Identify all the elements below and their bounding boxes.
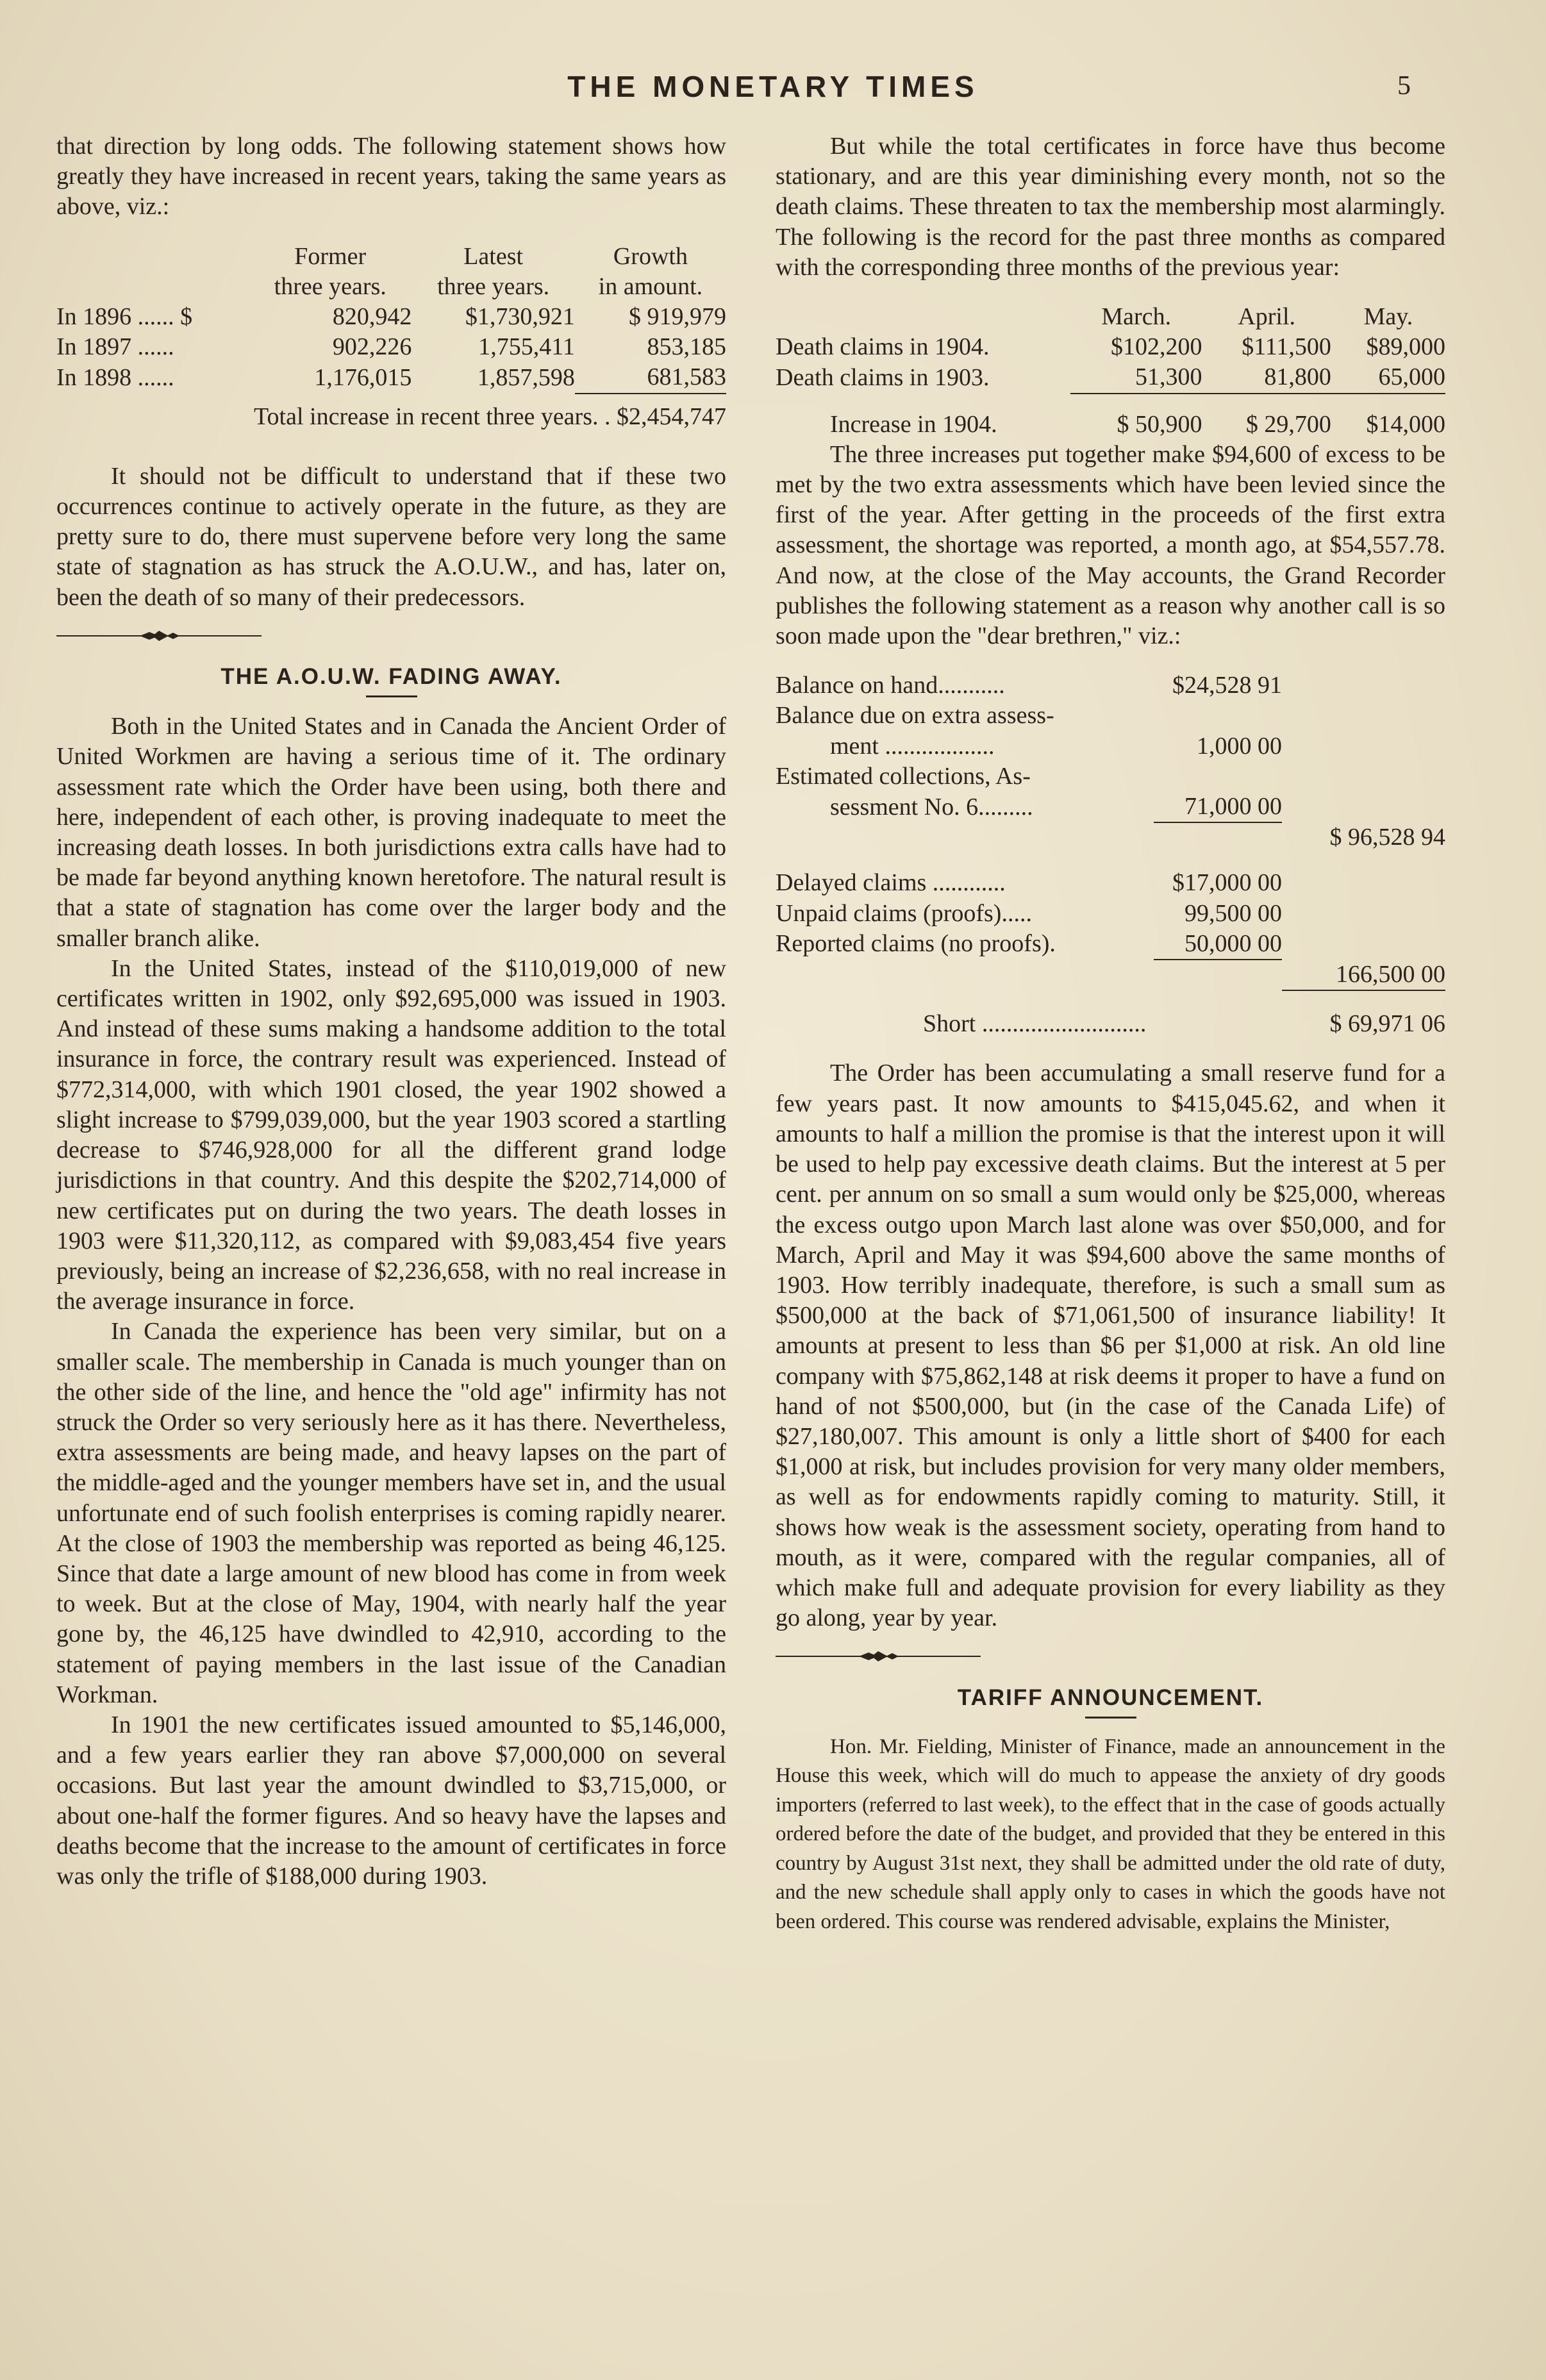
- table-cell: $89,000: [1366, 333, 1445, 361]
- row-label: In 1898 ......: [56, 363, 174, 391]
- section-title: TARIFF ANNOUNCEMENT.: [957, 1685, 1264, 1710]
- table-cell: 65,000: [1331, 362, 1445, 393]
- table-row: [56, 362, 726, 393]
- statement-value: 50,000 00: [1184, 929, 1282, 957]
- table-cell: $ 29,700: [1245, 410, 1331, 438]
- statement-value: $24,528 91: [1172, 672, 1282, 699]
- statement-label: Unpaid claims (proofs).....: [776, 899, 1032, 927]
- claims-table: [776, 302, 1445, 440]
- table-row: [776, 362, 1445, 393]
- statement-subtotal-row: [776, 960, 1445, 990]
- statement-row: [776, 929, 1445, 960]
- table-cell: 81,800: [1202, 362, 1331, 393]
- statement-label: Balance on hand...........: [776, 672, 1005, 699]
- statement-row: [776, 792, 1445, 822]
- body-paragraph: The three increases put together make $94,600 of excess to be met by the two extra assessments which have been levied since the first of the year. After getting in the proceeds of the first extra assessment, the shortage was reported, a month ago, at $54,557.78. And now, at the close of the May accounts, the Grand Recorder publishes the following statement as a reason why another call is so soon made upon the "dear brethren," viz.:: [776, 440, 1445, 650]
- row-label: In 1896 ...... $: [56, 303, 193, 331]
- table-cell: $14,000: [1366, 410, 1445, 438]
- table-cell: 902,226: [332, 333, 412, 361]
- column-header: Former: [294, 242, 367, 270]
- statement-row: [776, 670, 1445, 701]
- column-header: April.: [1238, 303, 1296, 331]
- recap-statement: [776, 670, 1445, 1039]
- row-label: In 1897 ......: [56, 333, 174, 361]
- publication-title: THE MONETARY TIMES: [567, 70, 979, 103]
- statement-row: [776, 761, 1445, 792]
- table-row: [56, 332, 726, 362]
- body-paragraph: It should not be difficult to understand that if these two occurrences continue to actively operate in the future, as they are pretty sure to do, there must supervene before very long the same state of stagnation as has struck the A.O.U.W., and has, later on, been the death of so many of their predecessors.: [56, 462, 726, 611]
- table-cell: 853,185: [647, 333, 726, 361]
- row-label: Death claims in 1903.: [776, 363, 990, 391]
- statement-value: 71,000 00: [1184, 793, 1282, 820]
- statement-label: Reported claims (no proofs).: [776, 930, 1056, 958]
- subtotal-value: $ 96,528 94: [1329, 824, 1445, 851]
- statement-label: Estimated collections, As-: [776, 762, 1031, 790]
- statement-value: $17,000 00: [1172, 869, 1282, 897]
- column-header: in amount.: [598, 272, 703, 300]
- masthead: [0, 69, 1546, 108]
- statement-row: [776, 899, 1445, 929]
- column-header: three years.: [274, 272, 386, 300]
- claims-table-header-row: [776, 302, 1445, 332]
- table-row: [776, 332, 1445, 362]
- tariff-paragraph: Hon. Mr. Fielding, Minister of Finance, made an announcement in the House this week, which will do much to appease the anxiety of dry goods importers (referred to last week), to the effect that in the case of goods actually ordered before the date of the budget, and provided that they be entered in this country by August 31st next, they shall be admitted under the old rate of duty, and the new schedule shall apply only to cases in which the goods have not been ordered. This course was rendered advisable, explains the Minister,: [776, 1735, 1445, 1933]
- right-column: [776, 131, 1445, 1936]
- table-cell: $111,500: [1242, 333, 1331, 361]
- table-cell: 1,755,411: [478, 333, 575, 361]
- column-header: Latest: [463, 242, 524, 270]
- column-header: Growth: [613, 242, 688, 270]
- table-row: [56, 302, 726, 332]
- column-header: May.: [1363, 303, 1413, 331]
- intro-paragraph: that direction by long odds. The following statement shows how greatly they have increased in recent years, taking the same years as above, viz.:: [56, 133, 726, 221]
- table-cell: 681,583: [575, 362, 726, 393]
- statement-row: [776, 868, 1445, 898]
- ornament-divider: [56, 629, 262, 642]
- section-title: THE A.O.U.W. FADING AWAY.: [220, 664, 562, 690]
- statement-label: Balance due on extra assess-: [776, 702, 1054, 729]
- statement-label: sessment No. 6.........: [830, 793, 1033, 820]
- statement-subtotal-row: [776, 822, 1445, 853]
- statement-label: ment ..................: [830, 732, 995, 760]
- column-header: March.: [1101, 303, 1172, 331]
- table-cell: 1,857,598: [477, 363, 575, 391]
- body-paragraph: Both in the United States and in Canada the Ancient Order of United Workmen are having a serious time of it. The ordinary assessment rate which the Order have been using, both there and here, independent of each other, is proving inadequate to meet the increasing death losses. In both jurisdictions extra calls have had to be made far beyond anything known heretofore. The natural result is that a state of stagnation has come over the larger body and the smaller branch alike.: [56, 713, 726, 952]
- statement-row: [776, 701, 1445, 731]
- table-cell: $102,200: [1110, 333, 1202, 361]
- table-cell: $1,730,921: [465, 303, 575, 331]
- total-value: $2,454,747: [617, 403, 726, 430]
- total-label: Total increase in recent three years. .: [254, 403, 611, 430]
- growth-table-header-row: [56, 242, 726, 272]
- body-paragraph: In Canada the experience has been very similar, but on a smaller scale. The membership in Canada is much younger than on the other side of the line, and hence the "old age" infirmity has not struck the Order so very seriously here as it has there. Nevertheless, extra assessments are being made, and heavy lapses on the part of the middle-aged and the younger members have set in, and the usual unfortunate end of such foolish enterprises is coming rapidly nearer. At the close of 1903 the membership was reported as being 46,125. Since that date a large amount of new blood has come in from week to week. But at the close of May, 1904, with nearly half the year gone by, the 46,125 have dwindled to 42,910, according to the statement of paying members in the last issue of the Canadian Workman.: [56, 1318, 726, 1708]
- table-cell: 51,300: [1070, 362, 1202, 393]
- short-label: Short ...........................: [923, 1010, 1147, 1038]
- table-cell: 820,942: [332, 303, 412, 331]
- table-cell: $ 919,979: [629, 303, 726, 331]
- short-value: $ 69,971 06: [1329, 1010, 1445, 1038]
- increase-row: [776, 410, 1445, 440]
- statement-row: [776, 731, 1445, 761]
- body-paragraph: The Order has been accumulating a small reserve fund for a few years past. It now amounts to $415,045.62, and when it amounts to half a million the promise is that the interest upon it will be used to help pay excessive death claims. But the interest at 5 per cent. per annum on so small a sum would only be $25,000, whereas the excess outgo upon March last alone was over $50,000, and for March, April and May it was $94,600 above the same months of 1903. How terribly inadequate, therefore, is such a small sum as $500,000 at the back of $71,061,500 of insurance liability! It amounts at present to less than $6 per $1,000 at risk. An old line company with $75,862,148 at risk deems it proper to have a fund on hand of not $500,000, but (in the case of the Canada Life) of $27,180,007. This amount is only a little short of $400 for each $1,000 at risk, but includes provision for very many older members, as well as for endowments rapidly coming to maturity. Still, it shows how weak is the assessment society, operating from hand to mouth, as it were, compared with the regular companies, all of which make full and adequate provision for every liability as they go along, year by year.: [776, 1060, 1445, 1632]
- growth-total-line: [56, 402, 726, 432]
- table-cell: 1,176,015: [314, 363, 412, 391]
- body-paragraph: In 1901 the new certificates issued amounted to $5,146,000, and a few years earlier they ran above $7,000,000 on several occasions. But last year the amount dwindled to $3,715,000, or about one-half the former figures. And so heavy have the lapses and deaths become that the increase to the amount of certificates in force was only the trifle of $188,000 during 1903.: [56, 1711, 726, 1890]
- title-rule: [1085, 1717, 1136, 1718]
- left-column: [56, 131, 726, 1892]
- title-rule: [366, 695, 417, 697]
- column-header: three years.: [437, 272, 550, 300]
- body-paragraph: In the United States, instead of the $110,019,000 of new certificates written in 1902, only $92,695,000 was issued in 1903. And instead of these sums making a handsome addition to the total insurance in force, the contrary result was experienced. Instead of $772,314,000, with which 1901 closed, the year 1902 showed a slight increase to $799,039,000, but the year 1903 scored a startling decrease to $746,928,000 for all the different grand lodge jurisdictions in that country. And this despite the $202,714,000 of new certificates put on during the two years. The death losses in 1903 were $11,320,112, as compared with $9,083,454 five years previously, being an increase of $2,236,658, with no real increase in the average insurance in force.: [56, 954, 726, 1315]
- short-row: [776, 1009, 1445, 1039]
- growth-table-header-row: [56, 272, 726, 302]
- statement-value: 1,000 00: [1197, 732, 1282, 760]
- ornament-divider: [776, 1650, 981, 1663]
- subtotal-value: 166,500 00: [1282, 960, 1445, 990]
- growth-table: [56, 242, 726, 394]
- table-cell: $ 50,900: [1117, 410, 1202, 438]
- row-label: Increase in 1904.: [830, 410, 997, 438]
- row-label: Death claims in 1904.: [776, 333, 990, 361]
- statement-label: Delayed claims ............: [776, 869, 1006, 897]
- page-number: 5: [1397, 71, 1411, 101]
- statement-value: 99,500 00: [1184, 899, 1282, 927]
- intro-paragraph: But while the total certificates in force have thus become stationary, and are this year diminishing every month, not so the death claims. These threaten to tax the membership most alarmingly. The following is the record for the past three months as compared with the corresponding three months of the previous year:: [776, 133, 1445, 281]
